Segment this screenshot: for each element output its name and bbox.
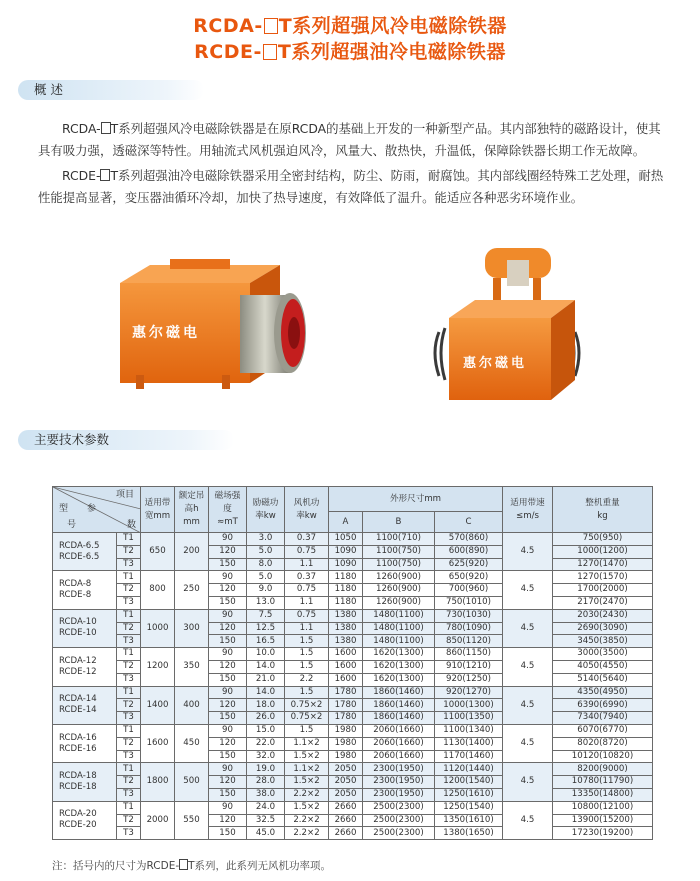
dim-c-cell: 625(920) [435,558,503,571]
field-cell: 90 [209,686,247,699]
weight-cell: 2030(2430) [553,609,653,622]
header-dim-c: C [435,512,503,533]
corner-param-label: 参 [87,504,97,514]
field-cell: 150 [209,788,247,801]
variant-cell: T1 [117,533,141,546]
belt-width-cell: 1800 [141,763,175,801]
header-belt-width: 适用带宽mm [141,487,175,533]
dim-a-cell: 2050 [329,788,363,801]
belt-width-cell: 1400 [141,686,175,724]
variant-cell: T1 [117,801,141,814]
dim-b-cell: 2500(2300) [363,827,435,840]
belt-width-cell: 650 [141,533,175,571]
oil-cooled-separator-photo [425,240,590,410]
dim-c-cell: 1380(1650) [435,827,503,840]
dim-b-cell: 2500(2300) [363,814,435,827]
dim-b-cell: 1100(710) [363,533,435,546]
table-row [53,763,653,776]
box-placeholder-icon [101,122,111,134]
weight-cell: 1000(1200) [553,545,653,558]
exc-power-cell: 26.0 [247,712,285,725]
dim-a-cell: 1180 [329,571,363,584]
table-row [53,571,653,584]
table-row [53,724,653,737]
corner-item-label: 项目 [115,490,134,500]
overview-paragraph-1: RCDA- T系列超强风冷电磁除铁器是在原RCDA的基础上开发的一种新型产品。其内部独特的磁路设计，使其具有吸力强，透磁深等特性。用轴流式风机强迫风冷，风量大、散热快，升温低，保障除铁器长期工作无故障。 [38,121,661,158]
weight-cell: 750(950) [553,533,653,546]
fan-power-cell: 1.1 [285,596,329,609]
dim-a-cell: 2050 [329,763,363,776]
height-cell: 500 [175,763,209,801]
belt-width-cell: 2000 [141,801,175,839]
fan-power-cell: 1.5 [285,724,329,737]
exc-power-cell: 8.0 [247,558,285,571]
dim-b-cell: 1620(1300) [363,648,435,661]
weight-cell: 7340(7940) [553,712,653,725]
fan-power-cell: 2.2×2 [285,788,329,801]
fan-power-cell: 1.1 [285,622,329,635]
dim-a-cell: 1980 [329,724,363,737]
fan-power-cell: 1.5 [285,635,329,648]
field-cell: 90 [209,724,247,737]
header-belt-speed: 适用带速≤m/s [503,487,553,533]
fan-power-cell: 1.5 [285,660,329,673]
corner-type-label: 型 [59,504,69,514]
belt-speed-cell: 4.5 [503,533,553,571]
fan-power-cell: 0.75 [285,609,329,622]
header-height: 额定吊高h mm [175,487,209,533]
dim-a-cell: 1980 [329,737,363,750]
height-cell: 550 [175,801,209,839]
exc-power-cell: 5.0 [247,545,285,558]
variant-cell: T2 [117,545,141,558]
fan-power-cell: 0.75×2 [285,699,329,712]
brand-label-2: 惠尔磁电 [463,356,528,371]
fan-power-cell: 0.37 [285,571,329,584]
fan-power-cell: 0.75 [285,584,329,597]
fan-power-cell: 0.75 [285,545,329,558]
exc-power-cell: 15.0 [247,724,285,737]
dim-b-cell: 2060(1660) [363,737,435,750]
weight-cell: 2170(2470) [553,596,653,609]
dim-a-cell: 2660 [329,827,363,840]
dim-b-cell: 1620(1300) [363,673,435,686]
weight-cell: 4050(4550) [553,660,653,673]
variant-cell: T3 [117,558,141,571]
model-cell: RCDA-20 RCDE-20 [53,801,117,839]
dim-a-cell: 1180 [329,596,363,609]
variant-cell: T3 [117,750,141,763]
belt-speed-cell: 4.5 [503,686,553,724]
variant-cell: T1 [117,763,141,776]
exc-power-cell: 5.0 [247,571,285,584]
field-cell: 90 [209,571,247,584]
table-row [53,648,653,661]
dim-b-cell: 1860(1460) [363,699,435,712]
fan-power-cell: 1.1×2 [285,737,329,750]
weight-cell: 10800(12100) [553,801,653,814]
belt-width-cell: 1600 [141,724,175,762]
dim-b-cell: 1480(1100) [363,609,435,622]
header-fan-power: 风机功率kw [285,487,329,533]
table-row [53,609,653,622]
variant-cell: T3 [117,712,141,725]
model-cell: RCDA-16 RCDE-16 [53,724,117,762]
exc-power-cell: 32.5 [247,814,285,827]
fan-power-cell: 0.75×2 [285,712,329,725]
field-cell: 90 [209,609,247,622]
field-cell: 90 [209,648,247,661]
dim-b-cell: 1260(900) [363,584,435,597]
field-cell: 150 [209,596,247,609]
variant-cell: T1 [117,609,141,622]
fan-power-cell: 1.5×2 [285,776,329,789]
variant-cell: T2 [117,699,141,712]
corner-hao-label: 号 [67,520,77,530]
height-cell: 250 [175,571,209,609]
table-footnote: 注：括号内的尺寸为RCDE- T系列，此系列无风机功率项。 [52,860,332,872]
dim-c-cell: 700(960) [435,584,503,597]
exc-power-cell: 28.0 [247,776,285,789]
exc-power-cell: 3.0 [247,533,285,546]
header-field: 磁场强度≈mT [209,487,247,533]
fan-power-cell: 0.37 [285,533,329,546]
variant-cell: T3 [117,827,141,840]
exc-power-cell: 14.0 [247,686,285,699]
dim-a-cell: 1780 [329,712,363,725]
header-dims: 外形尺寸mm [329,487,503,512]
dim-c-cell: 920(1250) [435,673,503,686]
dim-a-cell: 1780 [329,686,363,699]
belt-speed-cell: 4.5 [503,763,553,801]
dim-a-cell: 1380 [329,609,363,622]
fan-power-cell: 2.2×2 [285,827,329,840]
weight-cell: 10780(11790) [553,776,653,789]
field-cell: 150 [209,673,247,686]
exc-power-cell: 14.0 [247,660,285,673]
dim-a-cell: 1050 [329,533,363,546]
dim-b-cell: 2300(1950) [363,776,435,789]
header-exc-power: 励磁功率kw [247,487,285,533]
exc-power-cell: 21.0 [247,673,285,686]
exc-power-cell: 24.0 [247,801,285,814]
dim-c-cell: 1350(1610) [435,814,503,827]
dim-c-cell: 1170(1460) [435,750,503,763]
dim-a-cell: 1600 [329,648,363,661]
dim-c-cell: 1250(1610) [435,788,503,801]
exc-power-cell: 7.5 [247,609,285,622]
dim-c-cell: 910(1210) [435,660,503,673]
dim-a-cell: 1380 [329,635,363,648]
variant-cell: T2 [117,814,141,827]
exc-power-cell: 19.0 [247,763,285,776]
variant-cell: T2 [117,584,141,597]
belt-speed-cell: 4.5 [503,571,553,609]
field-cell: 120 [209,814,247,827]
weight-cell: 6070(6770) [553,724,653,737]
box-placeholder-icon [263,44,277,60]
exc-power-cell: 22.0 [247,737,285,750]
exc-power-cell: 12.5 [247,622,285,635]
exc-power-cell: 10.0 [247,648,285,661]
dim-a-cell: 2660 [329,814,363,827]
field-cell: 150 [209,635,247,648]
weight-cell: 4350(4950) [553,686,653,699]
variant-cell: T3 [117,596,141,609]
exc-power-cell: 9.0 [247,584,285,597]
variant-cell: T1 [117,648,141,661]
exc-power-cell: 18.0 [247,699,285,712]
weight-cell: 1270(1570) [553,571,653,584]
variant-cell: T2 [117,776,141,789]
dim-a-cell: 1600 [329,660,363,673]
dim-a-cell: 1090 [329,558,363,571]
variant-cell: T1 [117,724,141,737]
belt-width-cell: 800 [141,571,175,609]
variant-cell: T2 [117,622,141,635]
variant-cell: T2 [117,737,141,750]
model-cell: RCDA-18 RCDE-18 [53,763,117,801]
dim-c-cell: 780(1090) [435,622,503,635]
belt-width-cell: 1000 [141,609,175,647]
belt-speed-cell: 4.5 [503,609,553,647]
header-dim-a: A [329,512,363,533]
dim-c-cell: 730(1030) [435,609,503,622]
dim-b-cell: 2300(1950) [363,788,435,801]
corner-num-label: 数 [126,520,136,530]
weight-cell: 13900(15200) [553,814,653,827]
overview-section-label: 概 述 [18,80,204,100]
fan-power-cell: 1.1 [285,558,329,571]
field-cell: 120 [209,622,247,635]
dim-b-cell: 1260(900) [363,571,435,584]
dim-c-cell: 1200(1540) [435,776,503,789]
weight-cell: 1270(1470) [553,558,653,571]
field-cell: 90 [209,801,247,814]
field-cell: 150 [209,712,247,725]
dim-c-cell: 650(920) [435,571,503,584]
height-cell: 350 [175,648,209,686]
dim-c-cell: 860(1150) [435,648,503,661]
weight-cell: 3000(3500) [553,648,653,661]
exc-power-cell: 32.0 [247,750,285,763]
field-cell: 90 [209,533,247,546]
field-cell: 120 [209,545,247,558]
fan-power-cell: 2.2×2 [285,814,329,827]
variant-cell: T2 [117,660,141,673]
dim-b-cell: 2500(2300) [363,801,435,814]
table-row [53,533,653,546]
dim-c-cell: 1250(1540) [435,801,503,814]
dim-b-cell: 1100(750) [363,545,435,558]
weight-cell: 5140(5640) [553,673,653,686]
belt-speed-cell: 4.5 [503,724,553,762]
fan-power-cell: 1.5 [285,648,329,661]
exc-power-cell: 45.0 [247,827,285,840]
header-weight: 整机重量kg [553,487,653,533]
weight-cell: 8020(8720) [553,737,653,750]
dim-a-cell: 1180 [329,584,363,597]
height-cell: 400 [175,686,209,724]
dim-a-cell: 1380 [329,622,363,635]
field-cell: 120 [209,737,247,750]
brand-label-1: 惠尔磁电 [132,325,200,341]
exc-power-cell: 13.0 [247,596,285,609]
weight-cell: 6390(6990) [553,699,653,712]
weight-cell: 1700(2000) [553,584,653,597]
fan-power-cell: 1.5×2 [285,801,329,814]
spec-table [52,486,653,840]
height-cell: 200 [175,533,209,571]
dim-b-cell: 1620(1300) [363,660,435,673]
field-cell: 150 [209,827,247,840]
model-cell: RCDA-6.5 RCDE-6.5 [53,533,117,571]
model-cell: RCDA-12 RCDE-12 [53,648,117,686]
field-cell: 150 [209,558,247,571]
weight-cell: 2690(3090) [553,622,653,635]
belt-speed-cell: 4.5 [503,801,553,839]
dim-c-cell: 920(1270) [435,686,503,699]
exc-power-cell: 38.0 [247,788,285,801]
exc-power-cell: 16.5 [247,635,285,648]
table-row [53,801,653,814]
fan-power-cell: 2.2 [285,673,329,686]
variant-cell: T1 [117,571,141,584]
variant-cell: T3 [117,673,141,686]
field-cell: 120 [209,660,247,673]
dim-c-cell: 850(1120) [435,635,503,648]
weight-cell: 3450(3850) [553,635,653,648]
height-cell: 450 [175,724,209,762]
fan-power-cell: 1.5 [285,686,329,699]
dim-b-cell: 2060(1660) [363,750,435,763]
belt-width-cell: 1200 [141,648,175,686]
dim-a-cell: 1980 [329,750,363,763]
header-dim-b: B [363,512,435,533]
variant-cell: T1 [117,686,141,699]
dim-b-cell: 1100(750) [363,558,435,571]
dim-b-cell: 1480(1100) [363,622,435,635]
variant-cell: T3 [117,635,141,648]
dim-c-cell: 570(860) [435,533,503,546]
overview-paragraph-2: RCDE- T系列超强油冷电磁除铁器采用全密封结构，防尘、防雨，耐腐蚀。其内部线圈经特殊工艺处理，耐热性能提高显著，变压器油循环冷却，加快了热导速度，有效降低了温升。能适应各种恶劣环境作业。 [38,168,664,205]
variant-cell: T3 [117,788,141,801]
field-cell: 120 [209,584,247,597]
dim-c-cell: 1130(1400) [435,737,503,750]
dim-a-cell: 2050 [329,776,363,789]
box-placeholder-icon [100,169,110,181]
field-cell: 120 [209,699,247,712]
dim-b-cell: 2300(1950) [363,763,435,776]
dim-a-cell: 1090 [329,545,363,558]
dim-c-cell: 1100(1340) [435,724,503,737]
corner-header-cell [53,487,141,533]
weight-cell: 13350(14800) [553,788,653,801]
dim-b-cell: 2060(1660) [363,724,435,737]
box-placeholder-icon [179,859,188,870]
dim-c-cell: 750(1010) [435,596,503,609]
dim-b-cell: 1860(1460) [363,686,435,699]
model-cell: RCDA-8 RCDE-8 [53,571,117,609]
model-cell: RCDA-10 RCDE-10 [53,609,117,647]
fan-power-cell: 1.5×2 [285,750,329,763]
model-cell: RCDA-14 RCDE-14 [53,686,117,724]
fan-power-cell: 1.1×2 [285,763,329,776]
weight-cell: 10120(10820) [553,750,653,763]
box-placeholder-icon [264,18,278,34]
belt-speed-cell: 4.5 [503,648,553,686]
dim-c-cell: 600(890) [435,545,503,558]
title-line-2: RCDE- T系列超强油冷电磁除铁器 [194,41,506,63]
field-cell: 120 [209,776,247,789]
specs-section-label: 主要技术参数 [18,430,234,450]
table-row [53,686,653,699]
dim-a-cell: 1780 [329,699,363,712]
dim-b-cell: 1860(1460) [363,712,435,725]
field-cell: 90 [209,763,247,776]
dim-c-cell: 1120(1440) [435,763,503,776]
dim-a-cell: 2660 [329,801,363,814]
height-cell: 300 [175,609,209,647]
dim-b-cell: 1480(1100) [363,635,435,648]
weight-cell: 8200(9000) [553,763,653,776]
weight-cell: 17230(19200) [553,827,653,840]
dim-c-cell: 1000(1300) [435,699,503,712]
dim-c-cell: 1100(1350) [435,712,503,725]
title-line-1: RCDA- T系列超强风冷电磁除铁器 [193,15,507,37]
dim-b-cell: 1260(900) [363,596,435,609]
field-cell: 150 [209,750,247,763]
dim-a-cell: 1600 [329,673,363,686]
spec-table-wrapper [52,486,652,840]
